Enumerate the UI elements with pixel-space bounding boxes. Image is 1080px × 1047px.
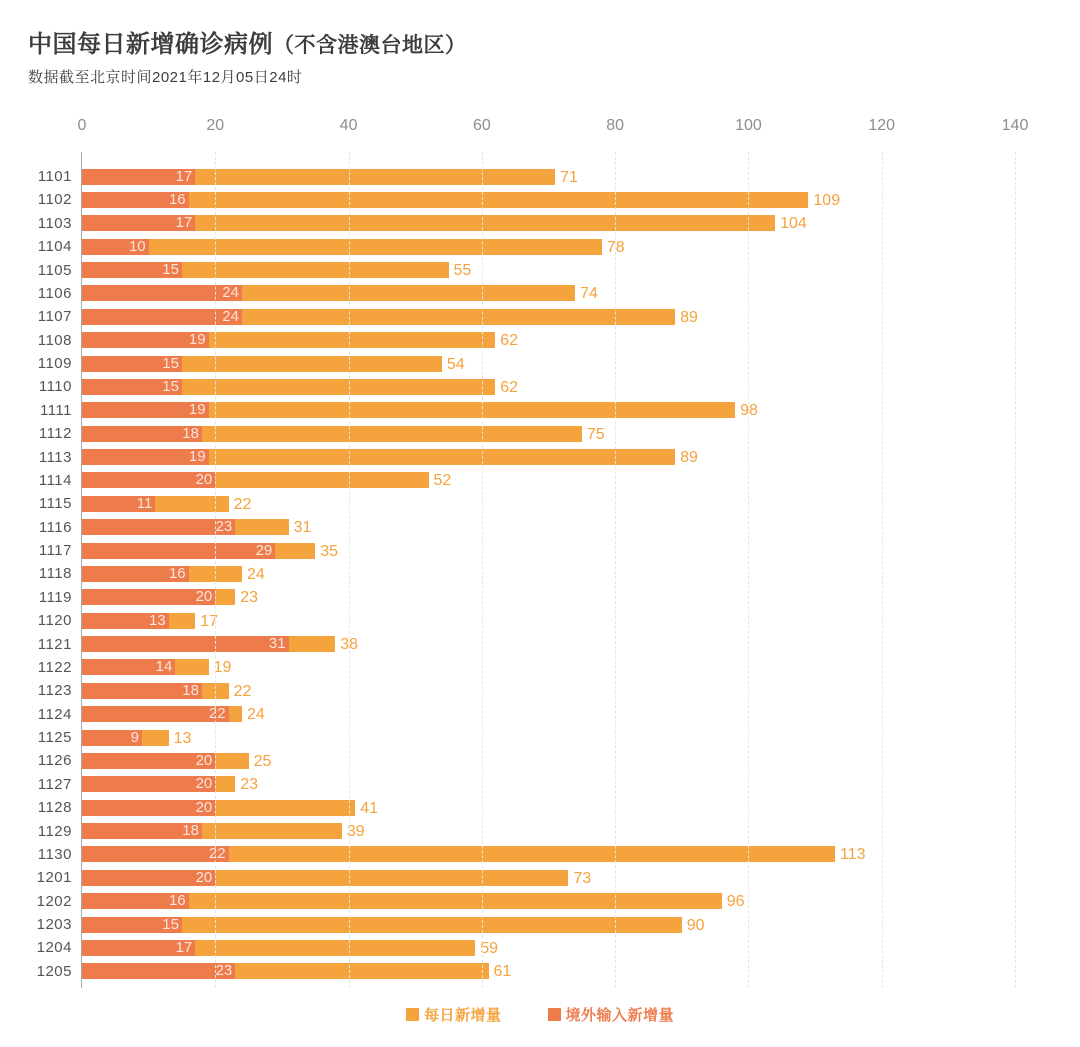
bar-row <box>36 960 1015 983</box>
x-axis-tick: 20 <box>206 117 225 134</box>
bar-row <box>37 703 1015 726</box>
imported-bar: 11 <box>82 496 155 512</box>
date-label: 1106 <box>37 284 72 302</box>
bar-row <box>37 329 1015 352</box>
imported-bar: 17 <box>82 169 195 185</box>
total-value-label: 61 <box>493 963 512 981</box>
bar-row <box>37 749 1015 772</box>
date-label: 1124 <box>37 705 72 723</box>
imported-bar: 20 <box>82 589 215 605</box>
bar-row <box>37 679 1015 702</box>
imported-bar: 15 <box>82 356 182 372</box>
plot-area <box>36 152 1015 988</box>
total-value-label: 71 <box>560 168 578 186</box>
total-value-label: 113 <box>840 846 866 864</box>
date-label: 1115 <box>38 495 72 513</box>
date-label: 1205 <box>36 962 72 980</box>
date-label: 1111 <box>39 401 72 419</box>
total-value-label: 90 <box>686 916 705 934</box>
x-axis-tick: 60 <box>472 117 491 134</box>
bar-row <box>38 586 1015 609</box>
total-value-label: 31 <box>293 519 312 537</box>
date-label: 1112 <box>38 425 72 443</box>
imported-bar: 20 <box>82 800 215 816</box>
imported-bar: 18 <box>82 683 202 699</box>
bar-row <box>37 352 1015 375</box>
imported-bar: 24 <box>82 285 242 301</box>
bar-row <box>37 305 1015 328</box>
bar-row <box>36 890 1015 913</box>
date-label: 1125 <box>37 729 72 746</box>
imported-bar: 20 <box>82 753 215 769</box>
bar-row <box>36 913 1015 936</box>
daily-bar <box>82 239 602 255</box>
imported-bar: 16 <box>82 192 189 208</box>
total-value-label: 62 <box>500 378 518 396</box>
total-value-label: 23 <box>240 589 259 607</box>
bar-row <box>37 843 1015 866</box>
total-value-label: 38 <box>340 636 359 653</box>
legend <box>0 1004 1080 1025</box>
imported-bar: 19 <box>82 332 209 348</box>
total-value-label: 96 <box>726 893 745 911</box>
gridline <box>1015 152 1016 988</box>
imported-bar: 17 <box>82 940 195 956</box>
date-label: 1126 <box>37 752 72 770</box>
legend-label: 境外输入新增量 <box>565 1007 675 1024</box>
total-value-label: 89 <box>680 308 698 326</box>
gridline <box>215 152 216 988</box>
total-value-label: 78 <box>606 238 625 256</box>
bar-row <box>37 773 1015 796</box>
imported-bar: 16 <box>82 566 189 582</box>
x-axis-tick: 0 <box>77 117 87 134</box>
chart-title <box>28 24 467 59</box>
date-label: 1127 <box>37 775 72 793</box>
bar-row <box>38 446 1015 469</box>
date-label: 1105 <box>37 261 72 279</box>
legend-label: 每日新增量 <box>423 1007 502 1024</box>
imported-bar: 23 <box>82 963 235 979</box>
date-label: 1104 <box>37 238 72 256</box>
imported-bar: 16 <box>82 893 189 909</box>
total-value-label: 22 <box>233 682 252 700</box>
date-label: 1202 <box>36 892 72 910</box>
total-value-label: 39 <box>346 823 365 840</box>
date-label: 1114 <box>38 471 72 489</box>
date-label: 1121 <box>37 635 72 653</box>
bar-row <box>37 726 1015 749</box>
legend-swatch-icon <box>406 1008 419 1021</box>
x-axis-tick: 100 <box>735 117 762 134</box>
total-value-label: 54 <box>446 355 465 373</box>
imported-bar: 14 <box>82 659 175 675</box>
total-value-label: 62 <box>500 332 518 350</box>
date-label: 1107 <box>37 308 72 326</box>
total-value-label: 104 <box>780 215 807 233</box>
total-value-label: 59 <box>480 939 498 957</box>
total-value-label: 25 <box>253 752 272 770</box>
imported-bar: 15 <box>82 379 182 395</box>
date-label: 1103 <box>37 214 72 232</box>
bar-row <box>37 235 1015 258</box>
total-value-label: 13 <box>173 729 192 747</box>
imported-bar: 22 <box>82 706 229 722</box>
legend-swatch-icon <box>548 1008 561 1021</box>
bar-row <box>37 259 1015 282</box>
bar-row <box>37 282 1015 305</box>
gridline <box>482 152 483 988</box>
total-value-label: 89 <box>680 449 698 466</box>
imported-bar: 29 <box>82 543 275 559</box>
bar-row <box>38 562 1015 585</box>
imported-bar: 15 <box>82 917 182 933</box>
chart-title-main: 中国每日新增确诊病例 <box>28 31 273 58</box>
total-value-label: 19 <box>213 659 232 677</box>
date-label: 1122 <box>37 658 72 676</box>
legend-item-imported <box>548 1004 675 1025</box>
date-label: 1130 <box>37 845 72 863</box>
bar-row <box>38 469 1015 492</box>
total-value-label: 23 <box>240 776 259 794</box>
total-value-label: 24 <box>246 565 265 583</box>
gridline <box>748 152 749 988</box>
imported-bar: 9 <box>82 730 142 746</box>
imported-bar: 15 <box>82 262 182 278</box>
total-value-label: 75 <box>586 425 605 443</box>
date-label: 1203 <box>36 916 72 933</box>
x-axis <box>77 117 1029 137</box>
bar-row <box>36 936 1015 959</box>
date-label: 1123 <box>37 682 72 700</box>
total-value-label: 73 <box>573 869 592 887</box>
bar-row <box>37 212 1015 235</box>
bar-row <box>37 188 1015 211</box>
gridline <box>349 152 350 988</box>
total-value-label: 41 <box>360 799 379 817</box>
x-axis-tick: 140 <box>1001 117 1029 134</box>
bar-row <box>38 539 1015 562</box>
gridline <box>615 152 616 988</box>
x-axis-tick: 120 <box>868 117 896 134</box>
imported-bar: 23 <box>82 519 235 535</box>
date-label: 1101 <box>37 168 72 185</box>
total-value-label: 35 <box>320 542 339 560</box>
total-value-label: 24 <box>246 706 265 724</box>
bar-row <box>37 820 1015 843</box>
chart-header <box>28 24 467 87</box>
imported-bar: 20 <box>82 776 215 792</box>
date-label: 1119 <box>38 588 72 606</box>
imported-bar: 13 <box>82 613 169 629</box>
chart-title-paren: （不含港澳台地区） <box>273 34 467 57</box>
daily-bar <box>82 192 808 208</box>
imported-bar: 24 <box>82 309 242 325</box>
bar-row <box>38 516 1015 539</box>
date-label: 1120 <box>37 612 72 630</box>
imported-bar: 17 <box>82 215 195 231</box>
imported-bar: 31 <box>82 636 289 652</box>
imported-bar: 18 <box>82 823 202 839</box>
total-value-label: 17 <box>200 612 219 630</box>
bar-row <box>37 609 1015 632</box>
imported-bar: 18 <box>82 426 202 442</box>
imported-bar: 10 <box>82 239 149 255</box>
bar-row <box>38 422 1015 445</box>
bar-row <box>36 866 1015 889</box>
total-value-label: 22 <box>233 495 252 513</box>
date-label: 1129 <box>37 822 72 840</box>
imported-bar: 19 <box>82 449 209 465</box>
legend-item-daily <box>406 1004 502 1025</box>
x-axis-tick: 80 <box>606 117 625 134</box>
date-label: 1128 <box>37 799 72 817</box>
total-value-label: 52 <box>433 472 452 490</box>
date-label: 1201 <box>36 869 72 887</box>
bar-row <box>37 633 1015 656</box>
gridline <box>882 152 883 988</box>
bar-row <box>37 796 1015 819</box>
bar-row <box>37 656 1015 679</box>
total-value-label: 109 <box>813 191 841 209</box>
imported-bar: 20 <box>82 870 215 886</box>
bar-row <box>37 165 1015 188</box>
imported-bar: 19 <box>82 402 209 418</box>
bar-row <box>39 399 1015 422</box>
bar-row <box>38 492 1015 515</box>
total-value-label: 98 <box>740 402 758 420</box>
imported-bar: 22 <box>82 846 229 862</box>
imported-bar: 20 <box>82 472 215 488</box>
date-label: 1102 <box>37 191 72 209</box>
date-label: 1117 <box>38 542 72 559</box>
date-label: 1118 <box>38 565 72 583</box>
date-label: 1113 <box>38 448 72 466</box>
total-value-label: 55 <box>453 262 472 279</box>
date-label: 1116 <box>38 518 72 536</box>
date-label: 1108 <box>37 331 72 349</box>
bar-rows <box>36 165 1015 983</box>
chart-subtitle: 数据截至北京时间2021年12月05日24时 <box>28 69 303 86</box>
date-label: 1109 <box>37 355 72 372</box>
x-axis-tick: 40 <box>339 117 358 134</box>
bar-row <box>38 375 1015 398</box>
date-label: 1204 <box>36 939 72 957</box>
total-value-label: 74 <box>580 285 598 303</box>
date-label: 1110 <box>38 378 72 396</box>
